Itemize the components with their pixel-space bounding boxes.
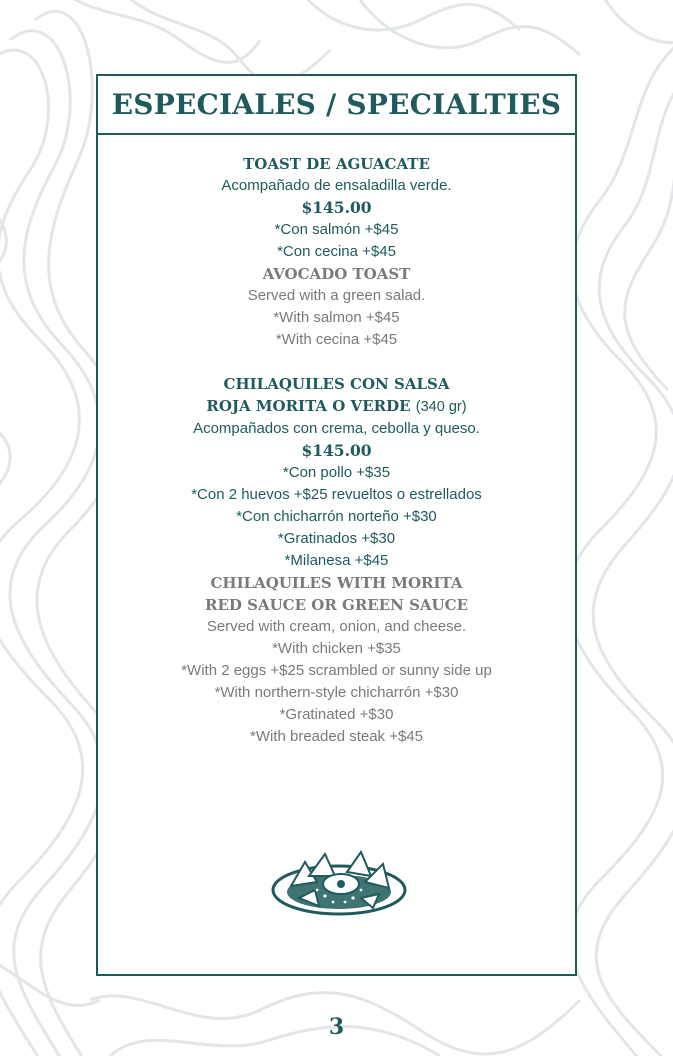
chilaquiles-plate-icon: [269, 846, 409, 918]
item-title-es-line2: [98, 395, 575, 418]
item-extra-en: *With cecina +$45: [275, 331, 398, 348]
item-weight: (340 gr): [415, 399, 467, 415]
item-extra-es: *Con salmón +$45: [274, 221, 399, 238]
section-spacer: [98, 351, 575, 373]
item-extra-es: *Con chicharrón norteño +$30: [236, 508, 437, 525]
item-extra-es: *Con 2 huevos +$25 revueltos o estrellados: [191, 486, 482, 503]
item-extra-en: *With northern-style chicharrón +$30: [214, 684, 459, 701]
item-title-es: TOAST DE AGUACATE: [243, 155, 430, 173]
item-title-en: AVOCADO TOAST: [262, 265, 411, 283]
item-title-es-variant: ROJA MORITA O VERDE: [206, 397, 411, 415]
item-extra-en: *With 2 eggs +$25 scrambled or sunny side up: [181, 662, 492, 679]
item-description-en: Served with a green salad.: [247, 287, 426, 304]
page-title: ESPECIALES / SPECIALTIES: [111, 88, 562, 121]
item-extra-en: *With salmon +$45: [273, 309, 400, 326]
item-description-en: Served with cream, onion, and cheese.: [206, 618, 467, 635]
item-extra-en: *With chicken +$35: [272, 640, 401, 657]
item-price: $145.00: [301, 441, 372, 460]
item-extra-es: *Gratinados +$30: [277, 530, 396, 547]
menu-content: [98, 135, 575, 748]
menu-header: [98, 76, 575, 135]
menu-item-avocado-toast: [98, 153, 575, 351]
item-extra-en: *With breaded steak +$45: [249, 728, 424, 745]
item-price: $145.00: [301, 198, 372, 217]
item-extra-es: *Milanesa +$45: [284, 552, 389, 569]
menu-card: [96, 74, 577, 976]
item-extra-en: *Gratinated +$30: [279, 706, 394, 723]
item-extra-es: *Con cecina +$45: [277, 243, 396, 260]
item-title-en-line2: RED SAUCE OR GREEN SAUCE: [204, 596, 469, 614]
item-extra-es: *Con pollo +$35: [282, 464, 391, 481]
item-title-en: CHILAQUILES WITH MORITA: [210, 574, 463, 592]
item-description-es: Acompañados con crema, cebolla y queso.: [193, 420, 480, 437]
item-title-es: CHILAQUILES CON SALSA: [223, 375, 450, 393]
item-description-es: Acompañado de ensaladilla verde.: [221, 177, 452, 194]
menu-item-chilaquiles: [98, 373, 575, 748]
page-number: 3: [328, 1014, 345, 1040]
